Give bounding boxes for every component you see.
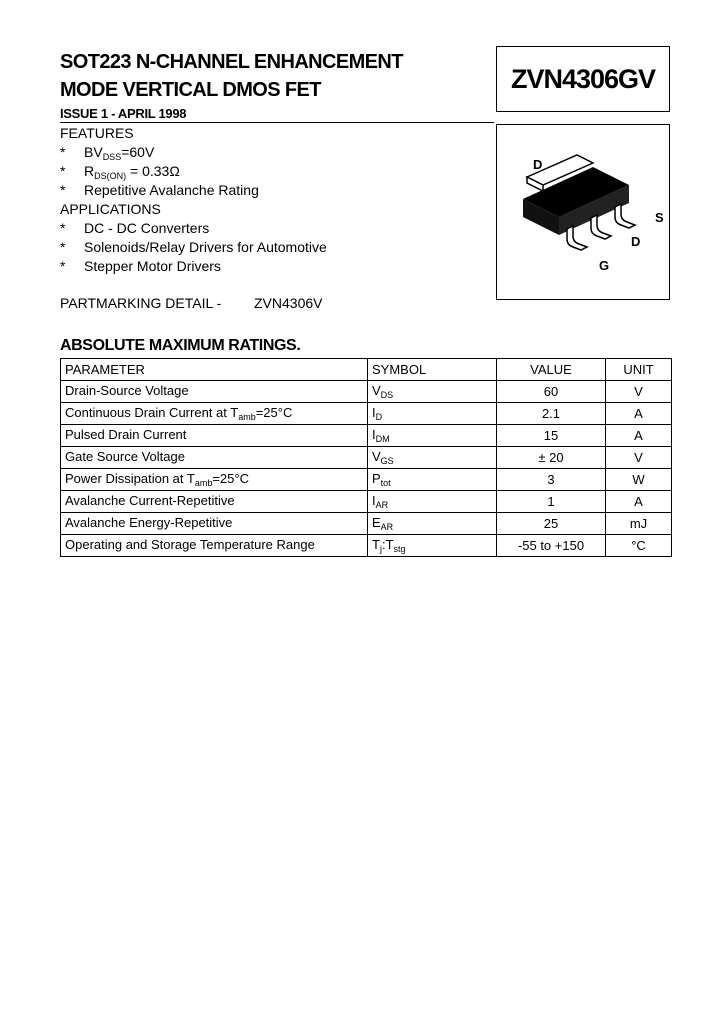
value-cell: 15 xyxy=(497,425,606,447)
feature-text: BV xyxy=(84,144,103,160)
sot223-package-icon xyxy=(497,125,668,298)
table-row xyxy=(61,381,672,403)
symbol-subscript: DS xyxy=(380,390,394,400)
partmarking-label: PARTMARKING DETAIL - xyxy=(60,295,222,311)
feature-item xyxy=(60,182,259,198)
value-cell: 1 xyxy=(497,491,606,513)
symbol-text: V xyxy=(372,449,381,464)
symbol-cell xyxy=(368,425,497,447)
parameter-text: Avalanche Energy-Repetitive xyxy=(65,515,233,530)
document-title xyxy=(60,48,403,104)
column-header-unit: UNIT xyxy=(606,359,672,381)
feature-subscript: DSS xyxy=(102,152,122,162)
table-row xyxy=(61,535,672,557)
feature-text: Repetitive Avalanche Rating xyxy=(84,182,259,198)
partmarking-value: ZVN4306V xyxy=(254,295,323,311)
symbol-text: I xyxy=(372,405,376,420)
table-header-row xyxy=(61,359,672,381)
symbol-text: P xyxy=(372,471,381,486)
title-line-2: MODE VERTICAL DMOS FET xyxy=(60,79,321,101)
features-heading: FEATURES xyxy=(60,125,134,141)
unit-cell: V xyxy=(606,447,672,469)
parameter-text: Pulsed Drain Current xyxy=(65,427,187,442)
value-cell: -55 to +150 xyxy=(497,535,606,557)
unit-cell: W xyxy=(606,469,672,491)
symbol-cell xyxy=(368,381,497,403)
partmarking-detail xyxy=(60,295,323,311)
table-row xyxy=(61,403,672,425)
issue-date: ISSUE 1 - APRIL 1998 xyxy=(60,106,187,121)
symbol-cell xyxy=(368,535,497,557)
symbol-cell xyxy=(368,403,497,425)
parameter-text: Drain-Source Voltage xyxy=(65,383,189,398)
bullet-marker: * xyxy=(60,144,66,160)
pin-label-g: G xyxy=(599,258,610,273)
symbol-cell xyxy=(368,469,497,491)
feature-text: R xyxy=(84,163,95,179)
symbol-text: E xyxy=(372,515,381,530)
parameter-subscript: amb xyxy=(238,412,256,422)
part-number: ZVN4306GV xyxy=(510,63,656,94)
feature-value: =60V xyxy=(121,144,155,160)
table-row xyxy=(61,491,672,513)
symbol-text: V xyxy=(372,383,381,398)
symbol-subscript: AR xyxy=(375,500,389,510)
divider xyxy=(60,122,494,123)
table-row xyxy=(61,469,672,491)
value-cell: 3 xyxy=(497,469,606,491)
bullet-marker: * xyxy=(60,163,66,179)
parameter-text: Gate Source Voltage xyxy=(65,449,185,464)
table-row xyxy=(61,513,672,535)
symbol-cell xyxy=(368,513,497,535)
unit-cell: V xyxy=(606,381,672,403)
parameter-text: Continuous Drain Current at T xyxy=(65,405,239,420)
symbol-cell xyxy=(368,447,497,469)
parameter-cell xyxy=(61,425,368,447)
application-item xyxy=(60,239,327,255)
parameter-text: Operating and Storage Temperature Range xyxy=(65,537,315,552)
unit-cell: A xyxy=(606,403,672,425)
part-number-box xyxy=(496,46,670,112)
application-item xyxy=(60,220,209,236)
parameter-text: Power Dissipation at T xyxy=(65,471,195,486)
symbol-extra: :T xyxy=(381,537,394,552)
value-cell: 2.1 xyxy=(497,403,606,425)
symbol-cell xyxy=(368,491,497,513)
ratings-heading: ABSOLUTE MAXIMUM RATINGS. xyxy=(60,337,301,354)
application-text: Stepper Motor Drivers xyxy=(84,258,221,274)
symbol-text: I xyxy=(372,493,376,508)
symbol-subscript: j xyxy=(379,544,382,554)
bullet-marker: * xyxy=(60,239,66,255)
bullet-marker: * xyxy=(60,258,66,274)
parameter-cell xyxy=(61,403,368,425)
application-text: DC - DC Converters xyxy=(84,220,210,236)
feature-subscript: DS(ON) xyxy=(94,171,127,181)
ratings-table xyxy=(60,358,672,557)
package-image-box xyxy=(496,124,670,300)
pin-label-s: S xyxy=(655,210,664,225)
parameter-cell xyxy=(61,447,368,469)
parameter-cell xyxy=(61,513,368,535)
symbol-text: I xyxy=(372,427,376,442)
parameter-cell xyxy=(61,535,368,557)
parameter-subscript: amb xyxy=(194,478,213,488)
bullet-marker: * xyxy=(60,182,66,198)
parameter-cell xyxy=(61,469,368,491)
parameter-cell xyxy=(61,381,368,403)
parameter-condition: =25°C xyxy=(255,405,293,420)
symbol-subscript: AR xyxy=(380,522,394,532)
symbol-subscript: tot xyxy=(380,478,391,488)
symbol-subscript: D xyxy=(375,412,383,422)
parameter-condition: =25°C xyxy=(212,471,249,486)
symbol-subscript: DM xyxy=(375,434,390,444)
column-header-value: VALUE xyxy=(497,359,606,381)
application-text: Solenoids/Relay Drivers for Automotive xyxy=(84,239,327,255)
parameter-text: Avalanche Current-Repetitive xyxy=(65,493,235,508)
column-header-parameter: PARAMETER xyxy=(61,359,368,381)
bullet-marker: * xyxy=(60,220,66,236)
column-header-symbol: SYMBOL xyxy=(368,359,497,381)
application-item xyxy=(60,258,221,274)
value-cell: 25 xyxy=(497,513,606,535)
pin-label-top: D xyxy=(533,157,543,172)
value-cell: 60 xyxy=(497,381,606,403)
unit-cell: A xyxy=(606,491,672,513)
applications-heading: APPLICATIONS xyxy=(60,201,161,217)
parameter-cell xyxy=(61,491,368,513)
table-row xyxy=(61,447,672,469)
unit-cell: °C xyxy=(606,535,672,557)
symbol-subscript: GS xyxy=(380,456,394,466)
feature-item xyxy=(60,144,154,162)
feature-value: = 0.33Ω xyxy=(126,163,180,179)
value-cell: ± 20 xyxy=(497,447,606,469)
symbol-text: T xyxy=(372,537,380,552)
feature-item xyxy=(60,163,180,181)
table-row xyxy=(61,425,672,447)
title-line-1: SOT223 N-CHANNEL ENHANCEMENT xyxy=(60,51,403,73)
unit-cell: mJ xyxy=(606,513,672,535)
pin-label-d: D xyxy=(631,234,641,249)
symbol-subscript-2: stg xyxy=(393,544,406,554)
unit-cell: A xyxy=(606,425,672,447)
